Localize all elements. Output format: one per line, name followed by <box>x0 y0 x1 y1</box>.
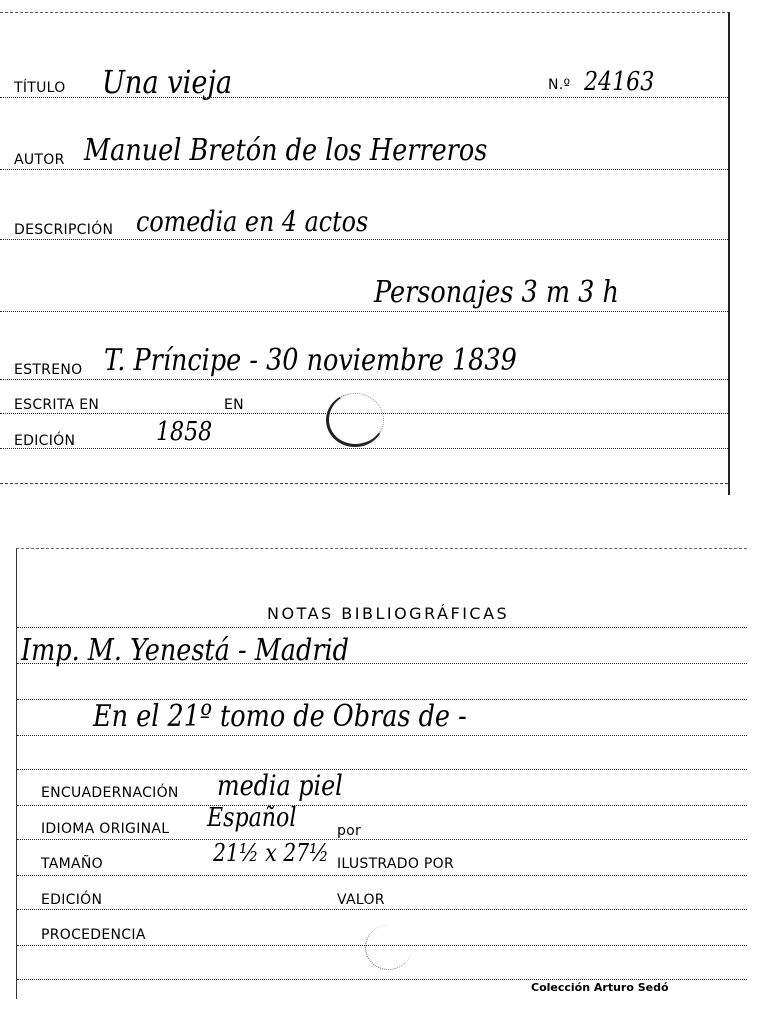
edicion-value: 1858 <box>156 417 213 447</box>
ruled-line <box>0 169 728 170</box>
ruled-line <box>17 839 747 840</box>
ruled-line <box>0 379 728 380</box>
punch-hole-mark <box>326 393 384 447</box>
por-label: por <box>337 823 362 839</box>
ruled-line <box>0 239 728 240</box>
ilustrado-label: ILUSTRADO POR <box>337 856 454 872</box>
idioma-label: IDIOMA ORIGINAL <box>41 821 170 837</box>
ruled-line <box>0 311 728 312</box>
titulo-label: TÍTULO <box>14 80 66 96</box>
note-line-2: En el 21º tomo de Obras de - <box>93 699 467 734</box>
autor-value: Manuel Bretón de los Herreros <box>84 133 488 168</box>
encuadernacion-label: ENCUADERNACIÓN <box>41 785 179 801</box>
card-edge <box>0 483 728 484</box>
catalog-card-front <box>0 12 730 495</box>
collection-footer: Colección Arturo Sedó <box>531 981 669 994</box>
autor-label: AUTOR <box>14 152 65 168</box>
ruled-line <box>17 769 747 770</box>
estreno-value: T. Príncipe - 30 noviembre 1839 <box>104 343 517 378</box>
descripcion-label: DESCRIPCIÓN <box>14 222 114 238</box>
ruled-line <box>17 627 747 628</box>
ruled-line <box>17 805 747 806</box>
descripcion-value: comedia en 4 actos <box>136 205 369 238</box>
edicion-label: EDICIÓN <box>14 433 76 449</box>
ruled-line <box>17 875 747 876</box>
numero-value: 24163 <box>584 67 655 97</box>
encuadernacion-value: media piel <box>217 769 343 802</box>
procedencia-label: PROCEDENCIA <box>41 927 146 943</box>
notas-heading: NOTAS BIBLIOGRÁFICAS <box>267 604 510 623</box>
titulo-value: Una vieja <box>102 63 233 101</box>
ruled-line <box>0 448 728 449</box>
tamano-label: TAMAÑO <box>41 856 103 872</box>
idioma-value: Español <box>207 803 297 833</box>
valor-label: VALOR <box>337 892 385 908</box>
ruled-line <box>17 909 747 910</box>
ruled-line <box>17 735 747 736</box>
tamano-value: 21½ x 27½ <box>213 839 329 867</box>
escrita-en-label: ESCRITA EN <box>14 397 100 413</box>
en-label: EN <box>224 397 244 413</box>
catalog-card-back <box>16 548 747 999</box>
note-line-1: Imp. M. Yenestá - Madrid <box>21 633 350 668</box>
numero-label: N.º <box>548 77 571 93</box>
ruled-line <box>17 979 747 980</box>
estreno-label: ESTRENO <box>14 362 83 378</box>
personajes-value: Personajes 3 m 3 h <box>374 275 619 310</box>
punch-hole-mark <box>365 925 412 970</box>
edicion-label-back: EDICIÓN <box>41 892 103 908</box>
